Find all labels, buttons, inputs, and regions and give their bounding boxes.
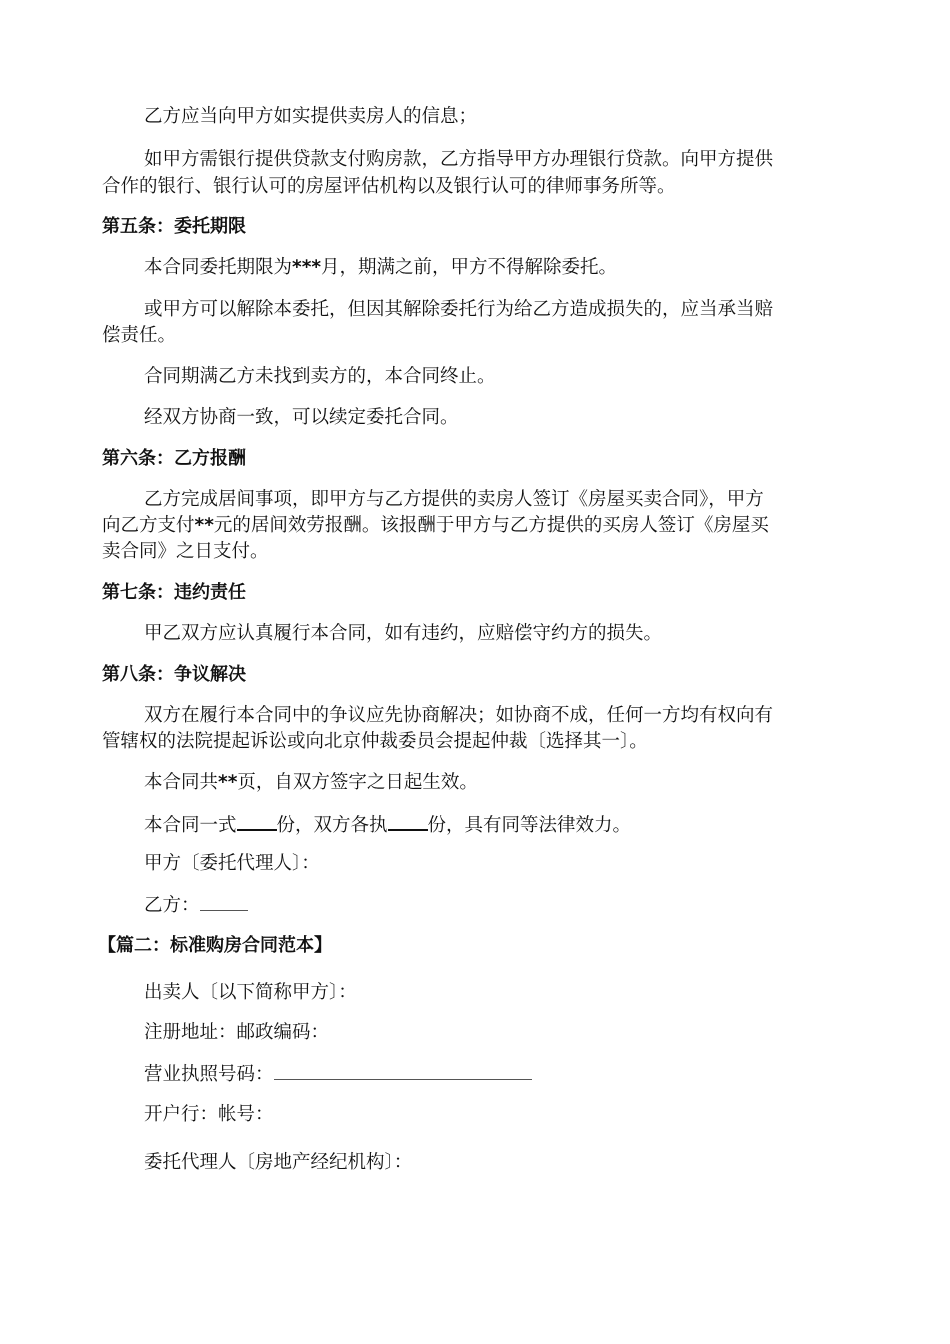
party-b-blank	[200, 892, 248, 911]
paragraph-loan-line2: 合作的银行、银行认可的房屋评估机构以及银行认可的律师事务所等。	[102, 176, 676, 197]
term-text-pre: 本合同委托期限为	[144, 257, 293, 278]
business-license-blank	[274, 1061, 532, 1080]
term-text-post: 月，期满之前，甲方不得解除委托。	[321, 257, 618, 278]
party-b-label: 乙方：	[144, 895, 200, 916]
paragraph-dispute-line1: 双方在履行本合同中的争议应先协商解决；如协商不成，任何一方均有权向有	[144, 705, 774, 726]
article-5-heading: 第五条：委托期限	[102, 216, 246, 237]
paragraph-termination-line1: 或甲方可以解除本委托，但因其解除委托行为给乙方造成损失的，应当承当赔	[144, 299, 774, 320]
paragraph-fee-line3: 卖合同》之日支付。	[102, 541, 269, 562]
paragraph-copies	[144, 811, 904, 839]
fee-text-post: 元的居间效劳报酬。该报酬于甲方与乙方提供的买房人签订《房屋买	[213, 515, 769, 536]
field-registered-address: 注册地址：邮政编码：	[144, 1022, 330, 1043]
fee-text-pre: 向乙方支付	[102, 515, 195, 536]
paragraph-dispute-line2: 管辖权的法院提起诉讼或向北京仲裁委员会提起仲裁〔选择其一〕。	[102, 731, 648, 752]
article-8-heading: 第八条：争议解决	[102, 664, 246, 685]
fee-placeholder: **	[194, 515, 214, 536]
paragraph-termination-line2: 偿责任。	[102, 325, 177, 346]
paragraph-pages	[144, 770, 904, 796]
chapter-2-heading: 【篇二：标准购房合同范本】	[98, 935, 332, 956]
copies-text-b: 份，双方各执	[276, 815, 388, 836]
field-agent: 委托代理人〔房地产经纪机构〕：	[144, 1152, 413, 1173]
paragraph-term	[144, 255, 904, 281]
copies-text-a: 本合同一式	[144, 815, 237, 836]
field-bank-account: 开户行：帐号：	[144, 1104, 274, 1125]
copies-text-c: 份，具有同等法律效力。	[427, 815, 632, 836]
paragraph-breach: 甲乙双方应认真履行本合同，如有违约，应赔偿守约方的损失。	[144, 623, 663, 644]
paragraph-seller-info: 乙方应当向甲方如实提供卖房人的信息；	[144, 106, 478, 127]
pages-text-pre: 本合同共	[144, 772, 219, 793]
pages-text-post: 页，自双方签字之日起生效。	[237, 772, 478, 793]
paragraph-renewal: 经双方协商一致，可以续定委托合同。	[144, 407, 459, 428]
paragraph-expiry: 合同期满乙方未找到卖方的，本合同终止。	[144, 366, 496, 387]
party-b-signature	[144, 892, 904, 919]
term-placeholder: ***	[292, 257, 322, 278]
business-license-label: 营业执照号码：	[144, 1064, 274, 1085]
field-seller: 出卖人〔以下简称甲方〕：	[144, 982, 357, 1003]
field-business-license	[144, 1061, 904, 1088]
copies-total-blank	[237, 811, 277, 831]
party-a-signature: 甲方〔委托代理人〕：	[144, 853, 320, 874]
paragraph-loan-line1: 如甲方需银行提供贷款支付购房款，乙方指导甲方办理银行贷款。向甲方提供	[144, 149, 774, 170]
paragraph-fee-line1: 乙方完成居间事项，即甲方与乙方提供的卖房人签订《房屋买卖合同》，甲方	[144, 489, 764, 510]
article-7-heading: 第七条：违约责任	[102, 582, 246, 603]
copies-each-blank	[388, 811, 428, 831]
article-6-heading: 第六条：乙方报酬	[102, 448, 246, 469]
paragraph-fee-line2	[102, 513, 862, 539]
pages-placeholder: **	[218, 772, 238, 793]
